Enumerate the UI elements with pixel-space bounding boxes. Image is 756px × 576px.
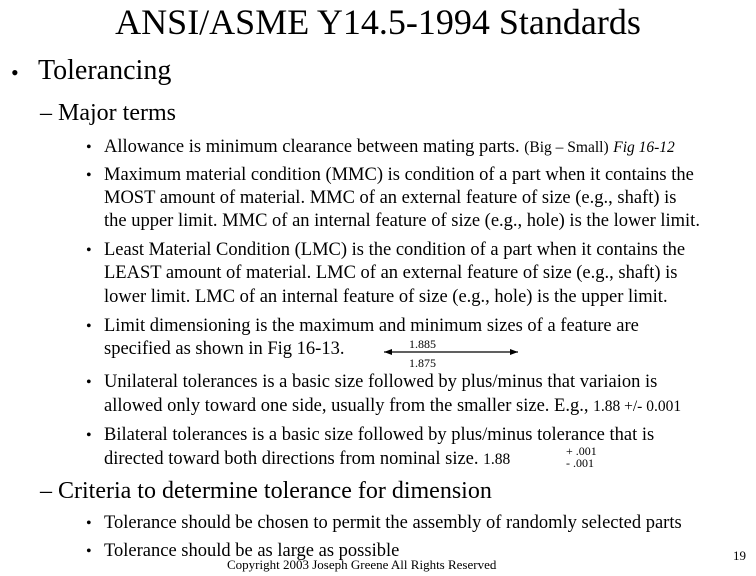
lmc-line: lower limit. LMC of an internal feature of size (e.g., hole) is the upper limit. [104, 287, 668, 307]
bilateral-plus: + .001 [566, 444, 597, 458]
heading-criteria: – Criteria to determine tolerance for dimension [40, 478, 492, 504]
criteria-item: Tolerance should be as large as possible [104, 541, 400, 561]
limit-line: Limit dimensioning is the maximum and minimum sizes of a feature are [104, 316, 639, 336]
bilateral-line: Bilateral tolerances is a basic size followed by plus/minus tolerance that is [104, 425, 655, 445]
bullet-dot: • [86, 427, 92, 444]
bullet-dot: • [86, 167, 92, 184]
bilateral-basic: 1.88 [483, 451, 511, 468]
bullet-dot: • [11, 60, 19, 85]
allowance-fig: Fig 16-12 [613, 139, 675, 156]
bullet-dot: • [86, 139, 92, 156]
lmc-line: Least Material Condition (LMC) is the condition of a part when it contains the [104, 240, 686, 260]
unilateral-line: Unilateral tolerances is a basic size followed by plus/minus that variaion is [104, 372, 658, 392]
lmc-line: LEAST amount of material. LMC of an external feature of size (e.g., shaft) is [104, 263, 678, 283]
bullet-dot: • [86, 543, 92, 560]
bilateral-line: directed toward both directions from nominal size. 1.88 [104, 449, 511, 469]
heading-major-terms: – Major terms [40, 100, 176, 126]
heading-tolerancing: Tolerancing [38, 55, 172, 86]
mmc-line: Maximum material condition (MMC) is condition of a part when it contains the [104, 165, 694, 185]
mmc-line: MOST amount of material. MMC of an external feature of size (e.g., shaft) is [104, 188, 677, 208]
limit-upper-value: 1.885 [409, 337, 436, 351]
limit-line: specified as shown in Fig 16-13. [104, 339, 345, 359]
allowance-text: Allowance is minimum clearance between mating parts. (Big – Small) Fig 16-12 [104, 137, 675, 157]
criteria-item: Tolerance should be chosen to permit the assembly of randomly selected parts [104, 513, 682, 533]
copyright-text: Copyright 2003 Joseph Greene All Rights Reserved [227, 557, 497, 572]
unilateral-example: 1.88 +/- 0.001 [593, 398, 682, 415]
limit-lower-value: 1.875 [409, 356, 436, 370]
bullet-dot: • [86, 242, 92, 259]
unilateral-line: allowed only toward one side, usually from the smaller size. E.g., 1.88 +/- 0.001 [104, 396, 682, 416]
slide-title: ANSI/ASME Y14.5-1994 Standards [115, 2, 641, 42]
page-number: 19 [733, 548, 746, 563]
bullet-dot: • [86, 374, 92, 391]
bilateral-minus: - .001 [566, 456, 594, 470]
mmc-line: the upper limit. MMC of an internal feature of size (e.g., hole) is the lower limit. [104, 211, 700, 231]
bullet-dot: • [86, 318, 92, 335]
allowance-note: (Big – Small) [524, 139, 609, 156]
bullet-dot: • [86, 515, 92, 532]
